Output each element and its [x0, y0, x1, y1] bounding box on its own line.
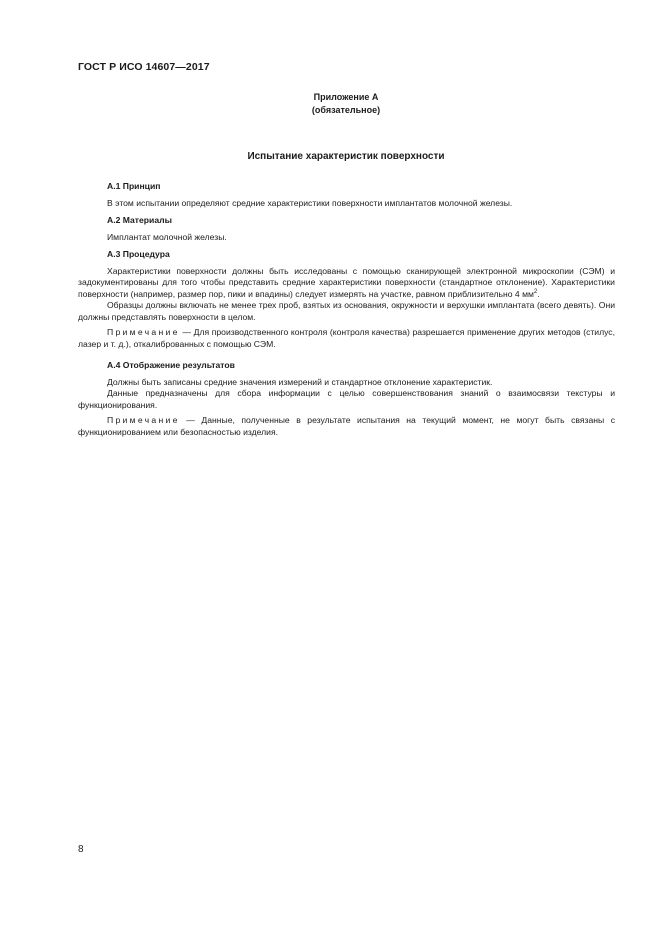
note-procedure-label: Примечание — [107, 327, 180, 337]
note-results-text: — Данные, полученные в результате испытания на текущий момент, не могут быть связаны с функционированием или безопасностью изделия. — [78, 415, 615, 437]
document-body — [78, 181, 615, 438]
note-results-label: Примечание — [107, 415, 180, 425]
heading-principle: А.1 Принцип — [107, 181, 161, 191]
paragraph-results-1: Должны быть записаны средние значения измерений и стандартное отклонение характеристик. — [107, 376, 493, 387]
note-procedure-text: — Для производственного контроля (контроля качества) разрешается применение других методов (стилус, лазер и т. д.), откалиброванных с помощью СЭМ. — [78, 327, 615, 349]
paragraph-procedure-2: Образцы должны включать не менее трех проб, взятых из основания, окружности и верхушки имплантата (всего девять). Они должны представлять поверхности в целом. — [78, 300, 615, 322]
heading-procedure: А.3 Процедура — [107, 249, 170, 259]
paragraph-procedure-1 — [78, 266, 615, 301]
appendix-title: Приложение А — [313, 92, 379, 102]
paragraph-results-2: Данные предназначены для сбора информации с целью совершенствования знаний о взаимосвязи текстуры и функционирования. — [78, 388, 615, 410]
appendix-status: (обязательное) — [311, 105, 381, 115]
note-procedure — [78, 327, 615, 350]
procedure-1-superscript: 2 — [533, 288, 538, 295]
paragraph-principle: В этом испытании определяют средние характеристики поверхности имплантатов молочной железы. — [107, 197, 513, 208]
paragraph-materials: Имплантат молочной железы. — [107, 231, 227, 242]
page-number: 8 — [78, 844, 84, 855]
note-results — [78, 415, 615, 438]
procedure-1-end: . — [537, 288, 540, 299]
heading-results: А.4 Отображение результатов — [107, 360, 235, 370]
section-title: Испытание характеристик поверхности — [247, 151, 445, 162]
appendix-block — [230, 91, 462, 117]
heading-materials: А.2 Материалы — [107, 215, 172, 225]
procedure-1-text: Характеристики поверхности должны быть исследованы с помощью сканирующей электронной микроскопии (СЭМ) и задокументированы для того чтобы представить средние характеристики поверхности (стандартное отклонение). Характеристики поверхности (например, размер пор, пики и впадины) следует измерять на участке, равном приблизительно 4 мм — [78, 265, 615, 299]
document-header: ГОСТ Р ИСО 14607—2017 — [78, 61, 210, 73]
